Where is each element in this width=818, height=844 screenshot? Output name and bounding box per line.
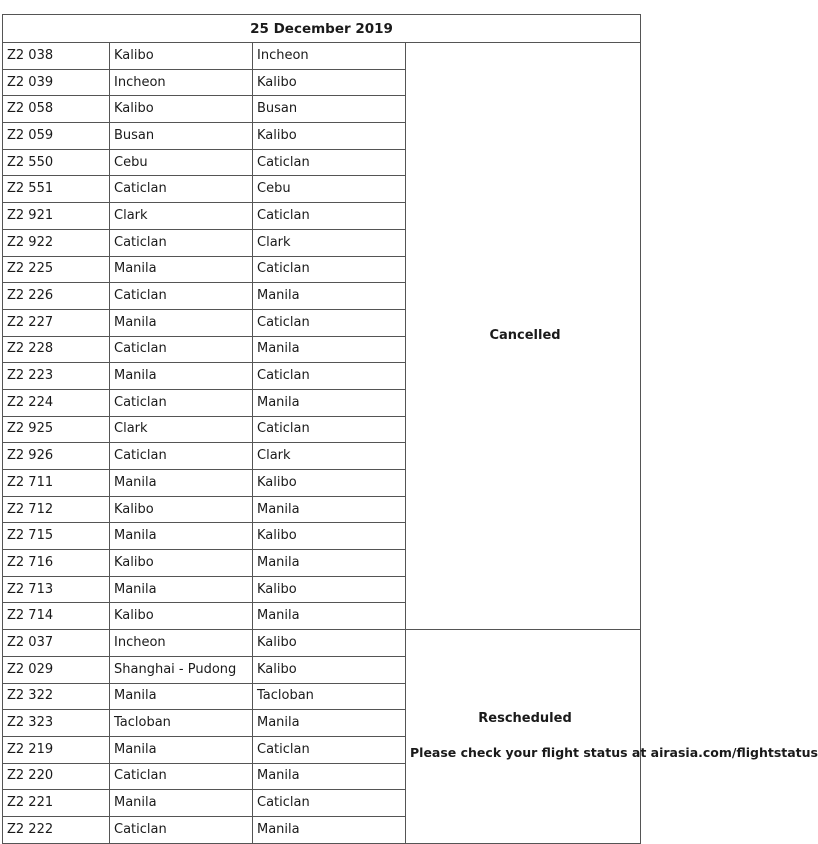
flight-number-cell: Z2 926: [3, 443, 110, 470]
destination-cell: Busan: [253, 96, 406, 123]
destination-cell: Caticlan: [253, 736, 406, 763]
flight-number-cell: Z2 551: [3, 176, 110, 203]
origin-cell: Kalibo: [110, 603, 253, 630]
destination-cell: Cebu: [253, 176, 406, 203]
flight-list: [3, 43, 818, 844]
origin-cell: Caticlan: [110, 816, 253, 843]
flight-number-cell: Z2 029: [3, 656, 110, 683]
origin-cell: Caticlan: [110, 176, 253, 203]
flight-number-cell: Z2 223: [3, 363, 110, 390]
origin-cell: Clark: [110, 416, 253, 443]
status-cell: [406, 43, 641, 630]
destination-cell: Kalibo: [253, 470, 406, 497]
flight-number-cell: Z2 222: [3, 816, 110, 843]
destination-cell: Caticlan: [253, 416, 406, 443]
flight-number-cell: Z2 224: [3, 389, 110, 416]
destination-cell: Caticlan: [253, 363, 406, 390]
flight-number-cell: Z2 716: [3, 550, 110, 577]
origin-cell: Manila: [110, 363, 253, 390]
origin-cell: Manila: [110, 736, 253, 763]
destination-cell: Manila: [253, 763, 406, 790]
flight-number-cell: Z2 039: [3, 69, 110, 96]
flight-number-cell: Z2 925: [3, 416, 110, 443]
flight-number-cell: Z2 059: [3, 123, 110, 150]
destination-cell: Manila: [253, 710, 406, 737]
origin-cell: Caticlan: [110, 389, 253, 416]
destination-cell: Kalibo: [253, 576, 406, 603]
flight-number-cell: Z2 921: [3, 203, 110, 230]
table-row: [3, 630, 641, 657]
origin-cell: Clark: [110, 203, 253, 230]
origin-cell: Kalibo: [110, 550, 253, 577]
flight-status-table: [2, 14, 818, 844]
origin-cell: Cebu: [110, 149, 253, 176]
origin-cell: Kalibo: [110, 43, 253, 70]
destination-cell: Manila: [253, 283, 406, 310]
flight-number-cell: Z2 711: [3, 470, 110, 497]
origin-cell: Manila: [110, 523, 253, 550]
destination-cell: Manila: [253, 816, 406, 843]
destination-cell: Caticlan: [253, 790, 406, 817]
status-label: Rescheduled: [478, 711, 572, 727]
flight-number-cell: Z2 226: [3, 283, 110, 310]
flight-number-cell: Z2 221: [3, 790, 110, 817]
flight-number-cell: Z2 227: [3, 309, 110, 336]
table-row: [3, 43, 641, 70]
date-header-row: [3, 15, 641, 43]
destination-cell: Caticlan: [253, 149, 406, 176]
origin-cell: Caticlan: [110, 336, 253, 363]
origin-cell: Incheon: [110, 69, 253, 96]
flight-number-cell: Z2 225: [3, 256, 110, 283]
origin-cell: Kalibo: [110, 96, 253, 123]
destination-cell: Kalibo: [253, 523, 406, 550]
destination-cell: Manila: [253, 550, 406, 577]
origin-cell: Manila: [110, 256, 253, 283]
destination-cell: Caticlan: [253, 256, 406, 283]
destination-cell: Manila: [253, 336, 406, 363]
origin-cell: Manila: [110, 683, 253, 710]
status-label: Cancelled: [489, 328, 561, 344]
date-header: 25 December 2019: [3, 15, 641, 43]
origin-cell: Manila: [110, 576, 253, 603]
destination-cell: Tacloban: [253, 683, 406, 710]
status-note: Please check your flight status at airasia.com/flightstatus: [410, 745, 818, 761]
origin-cell: Manila: [110, 470, 253, 497]
origin-cell: Caticlan: [110, 443, 253, 470]
status-cell: [406, 630, 818, 844]
origin-cell: Caticlan: [110, 283, 253, 310]
origin-cell: Manila: [110, 790, 253, 817]
origin-cell: Shanghai - Pudong: [110, 656, 253, 683]
origin-cell: Incheon: [110, 630, 253, 657]
origin-cell: Manila: [110, 309, 253, 336]
flight-number-cell: Z2 922: [3, 229, 110, 256]
destination-cell: Kalibo: [253, 656, 406, 683]
flight-number-cell: Z2 714: [3, 603, 110, 630]
flight-number-cell: Z2 219: [3, 736, 110, 763]
destination-cell: Manila: [253, 603, 406, 630]
flight-number-cell: Z2 228: [3, 336, 110, 363]
destination-cell: Caticlan: [253, 203, 406, 230]
destination-cell: Incheon: [253, 43, 406, 70]
destination-cell: Kalibo: [253, 123, 406, 150]
flight-number-cell: Z2 038: [3, 43, 110, 70]
origin-cell: Caticlan: [110, 763, 253, 790]
flight-number-cell: Z2 715: [3, 523, 110, 550]
origin-cell: Kalibo: [110, 496, 253, 523]
destination-cell: Clark: [253, 443, 406, 470]
flight-number-cell: Z2 058: [3, 96, 110, 123]
destination-cell: Caticlan: [253, 309, 406, 336]
flight-number-cell: Z2 550: [3, 149, 110, 176]
origin-cell: Caticlan: [110, 229, 253, 256]
flight-number-cell: Z2 713: [3, 576, 110, 603]
flight-number-cell: Z2 220: [3, 763, 110, 790]
destination-cell: Kalibo: [253, 630, 406, 657]
flight-number-cell: Z2 322: [3, 683, 110, 710]
flight-number-cell: Z2 323: [3, 710, 110, 737]
destination-cell: Kalibo: [253, 69, 406, 96]
origin-cell: Busan: [110, 123, 253, 150]
flight-number-cell: Z2 712: [3, 496, 110, 523]
destination-cell: Manila: [253, 496, 406, 523]
flight-number-cell: Z2 037: [3, 630, 110, 657]
destination-cell: Clark: [253, 229, 406, 256]
destination-cell: Manila: [253, 389, 406, 416]
origin-cell: Tacloban: [110, 710, 253, 737]
